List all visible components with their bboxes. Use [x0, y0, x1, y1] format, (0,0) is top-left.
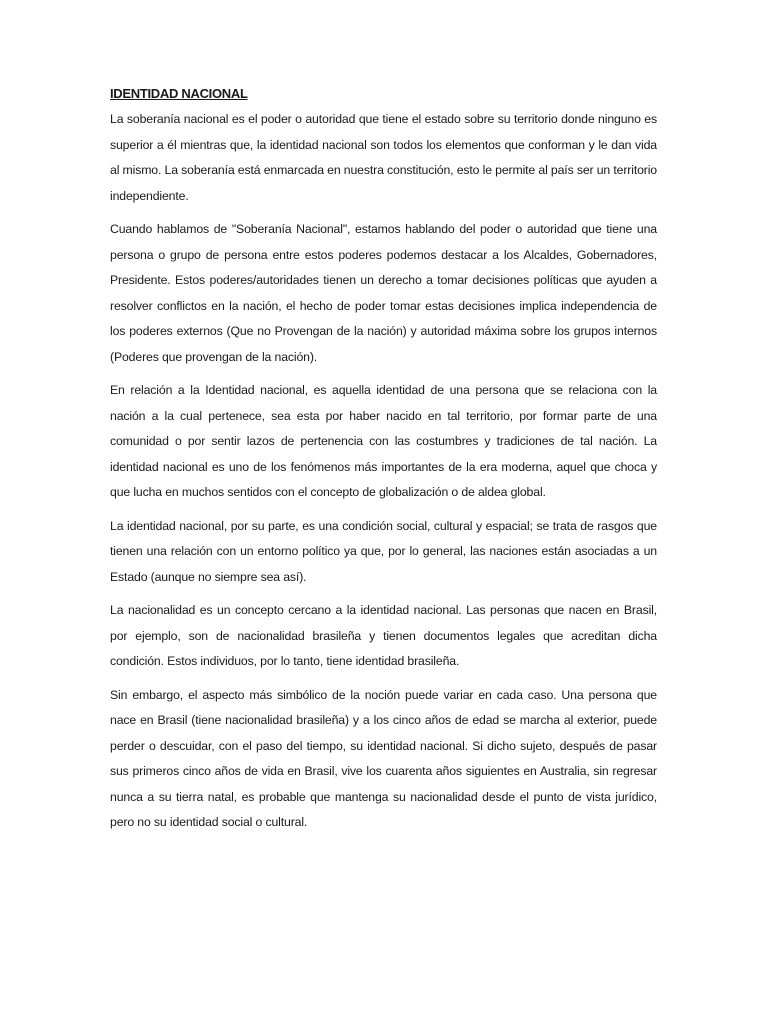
paragraph-condicion-social: La identidad nacional, por su parte, es una condición social, cultural y espacial; se trata de rasgos que tienen una relación con un entorno político ya que, por lo general, las naciones están asociadas a un Estado (aunque no siempre sea así). [110, 518, 657, 584]
paragraph-soberania: La soberanía nacional es el poder o autoridad que tiene el estado sobre su territorio donde ninguno es superior a él mientras que, la identidad nacional son todos los elementos que conforman y le dan vida al mismo. La soberanía está enmarcada en nuestra constitución, esto le permite al país ser un territorio independiente. [110, 112, 657, 203]
document-title: IDENTIDAD NACIONAL [110, 86, 248, 101]
paragraph-aspecto-simbolico: Sin embargo, el aspecto más simbólico de la noción puede variar en cada caso. Una persona que nace en Brasil (tiene nacionalidad brasileña) y a los cinco años de edad se marcha al exterior, puede perder o descuidar, con el paso del tiempo, su identidad nacional. Si dicho sujeto, después de pasar sus primeros cinco años de vida en Brasil, vive los cuarenta años siguientes en Australia, sin regresar nunca a su tierra natal, es probable que mantenga su nacionalidad desde el punto de vista jurídico, pero no su identidad social o cultural. [110, 687, 657, 829]
paragraph-nacionalidad: La nacionalidad es un concepto cercano a la identidad nacional. Las personas que nacen en Brasil, por ejemplo, son de nacionalidad brasileña y tienen documentos legales que acreditan dicha condición. Estos individuos, por lo tanto, tiene identidad brasileña. [110, 603, 657, 668]
paragraph-soberania-nacional: Cuando hablamos de "Soberanía Nacional", estamos hablando del poder o autoridad que tiene una persona o grupo de persona entre estos poderes podemos destacar a los Alcaldes, Gobernadores, Presidente. Estos poderes/autoridades tienen un derecho a tomar decisiones políticas que ayuden a resolver conflictos en la nación, el hecho de poder tomar estas decisiones implica independencia de los poderes externos (Que no Provengan de la nación) y autoridad máxima sobre los grupos internos (Poderes que provengan de la nación). [110, 222, 657, 364]
document-page [110, 84, 657, 844]
paragraph-identidad-nacional: En relación a la Identidad nacional, es aquella identidad de una persona que se relaciona con la nación a la cual pertenece, sea esta por haber nacido en tal territorio, por formar parte de una comunidad o por sentir lazos de pertenencia con las costumbres y tradiciones de tal nación. La identidad nacional es uno de los fenómenos más importantes de la era moderna, aquel que choca y que lucha en muchos sentidos con el concepto de globalización o de aldea global. [110, 383, 657, 499]
